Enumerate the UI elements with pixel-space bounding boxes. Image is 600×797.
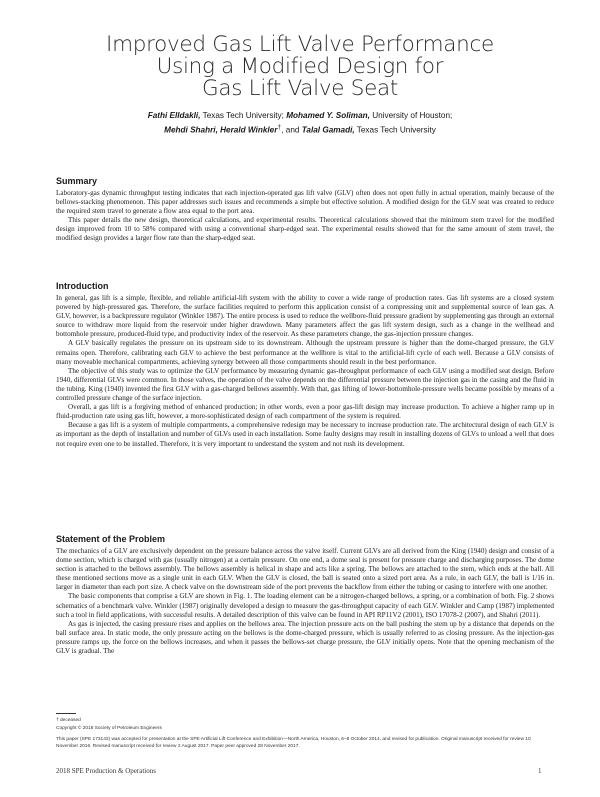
author-name: Mehdi Shahri, [164, 125, 218, 135]
author-affiliation: University of Houston; [369, 111, 453, 120]
summary-paragraph: This paper details the new design, theoretical calculations, and experimental results. Theoretical calculations showed that the minimum stem travel for the modified design improved from 10 to 58% compared with using a conventional sharp-edged seat. The experimental results showed that for the same amount of stem travel, the modified design provides a larger flow rate than the sharp-edged seat. [56, 216, 554, 243]
journal-footer: 2018 SPE Production & Operations [56, 767, 156, 775]
author-affiliation: Texas Tech University; [200, 111, 284, 120]
author-conjunction: , and [281, 125, 302, 135]
author-block [40, 110, 560, 137]
author-affiliation: Texas Tech University [354, 125, 436, 135]
problem-heading: Statement of the Problem [56, 534, 166, 544]
paper-title [40, 34, 560, 100]
deceased-mark: † [277, 124, 282, 131]
problem-paragraph: The mechanics of a GLV are exclusively dependent on the pressure balance across the valve itself. Current GLVs are all derived from the King (1940) design and consist of a dome section, which is charged with gas (usually nitrogen) at a certain pressure. On one end, a dome seal is present for pressure charge and discharging purposes. The dome section is attached to the bellows assembly. The bellows assembly is helical in shape and acts like a spring. The bellows are attached to the stem, which ends at the ball. All these mentioned sections move as a single unit in each GLV. When the GLV is closed, the ball is seated onto a sized port area. As a rule, in each GLV, the ball is 1/16 in. larger in diameter than each port size. A check valve on the downstream side of the port prevents the backflow from either the tubing or casing to interfere with one another. [56, 547, 554, 592]
author-name: Mohamed Y. Soliman, [286, 111, 370, 120]
problem-section [56, 534, 554, 656]
problem-paragraph: The basic components that comprise a GLV are shown in Fig. 1. The loading element can be a nitrogen-charged bellows, a spring, or a combination of both. Fig. 2 shows schematics of a benchmark valve. Winkler (1987) originally developed a design to measure the gas-throughput capacity of each GLV. Winkler and Camp (1987) implemented such a tool in field applications, with successful results. A detailed description of this valve can be found in API RP11V2 (2001), ISO 17078-2 (2007), and Shahri (2011). [56, 592, 554, 619]
introduction-paragraph: In general, gas lift is a simple, flexible, and reliable artificial-lift system with the ability to cover a wide range of production rates. Gas lift systems are a closed system powered by high-pressured gas. Therefore, the surface facilities required to perform this application consist of a compressing unit and supplemental source of lean gas. A GLV, however, is a backpressure regulator (Winkler 1987). The entire process is used to reduce the wellbore-fluid pressure gradient by supplementing gas through an external source to withdraw more liquid from the reservoir under higher drawdown. Many parameters affect the gas lift system design, such as a change in the wellhead and bottomhole pressure, produced-fluid type, and productivity index of the reservoir. As these parameters change, the gas-injection pressure changes. [56, 294, 554, 339]
footnote-deceased: † deceased [56, 718, 81, 723]
summary-paragraph: Laboratory-gas dynamic throughput testing indicates that each injection-operated gas lift valve (GLV) often does not open fully in actual operation, mainly because of the bellows-stacking phenomenon. This paper addresses such issues and recommends a simple but effective solution. A modified design for the GLV seat was created to reduce the required stem travel to generate a flow area equal to the port area. [56, 189, 554, 216]
summary-heading: Summary [56, 176, 98, 186]
author-name: Fathi Elldakli, [147, 111, 201, 120]
title-line-2: Using a Modified Design for [156, 54, 444, 79]
page-number: 1 [538, 767, 542, 775]
introduction-paragraph: The objective of this study was to optimize the GLV performance by measuring dynamic gas-throughput performance of each GLV using a modified seat design. Before 1940, differential GLVs were common. In those valves, the operation of the valve depends on the differential pressure between the injection gas in the casing and the fluid in the tubing. King (1940) invented the first GLV with a gas-charged bellows assembly. With that, gas lifting of lower-bottomhole-pressure wells became possible by means of a controlled pressure change of the surface injection. [56, 366, 554, 403]
footnote-copyright: Copyright © 2018 Society of Petroleum Engineers [56, 726, 162, 731]
title-line-1: Improved Gas Lift Valve Performance [106, 32, 494, 57]
introduction-section [56, 281, 554, 449]
problem-paragraph: As gas is injected, the casing pressure rises and applies on the bellows area. The injection pressure acts on the ball pushing the stem up by a distance that depends on the ball surface area. In static mode, the only pressure acting on the bellows is the dome-charged pressure, which is usually referred to as closing pressure. As the injection-gas pressure ramps up, the force on the bellows increases, and when it passes the bellows-set charge pressure, the GLV initially opens. Note that the opening mechanism of the GLV is gradual. The [56, 619, 554, 656]
author-name: Herald Winkler [220, 125, 278, 135]
introduction-paragraph: Overall, a gas lift is a forgiving method of enhanced production; in other words, even a poor gas-lift design may increase production. To achieve a higher ramp up in fluid-production rate using gas lift, however, a more-sophisticated design of each compartment of the system is required. [56, 403, 554, 421]
summary-section [56, 176, 554, 244]
footnote-history: This paper (SPE 173142) was accepted for presentation at the SPE Artificial Lift Conference and Exhibition—North America, Houston, 6–8 October 2014, and revised for publication. Original manuscript received for review 10 November 2016. Revised manuscript received for review 2 August 2017. Paper peer approved 28 November 2017. [56, 737, 531, 749]
title-line-3: Gas Lift Valve Seat [201, 76, 399, 101]
author-line-1 [40, 110, 560, 122]
author-name: Talal Gamadi, [301, 125, 355, 135]
introduction-paragraph: A GLV basically regulates the pressure on its upstream side to its downstream. Although the upstream pressure is higher than the dome-charged pressure, the GLV remains open. Therefore, calibrating each GLV to achieve the best performance at the wellbore is vital to the artificial-lift cycle of each well. Because a GLV consists of many moveable mechanical compartments, achieving synergy between all those compartments should result in the best performance. [56, 339, 554, 366]
introduction-paragraph: Because a gas lift is a system of multiple compartments, a comprehensive redesign may be necessary to increase production rate. The architectural design of each GLV is as important as the depth of installation and number of GLVs used in each installation. Some faulty designs may result in installing dozens of GLVs to unload a well that does not require even one to be installed. Therefore, it is very important to understand the system and not rush its development. [56, 421, 554, 448]
footnote-divider [56, 713, 76, 714]
introduction-heading: Introduction [56, 281, 109, 291]
author-line-2 [40, 122, 560, 137]
